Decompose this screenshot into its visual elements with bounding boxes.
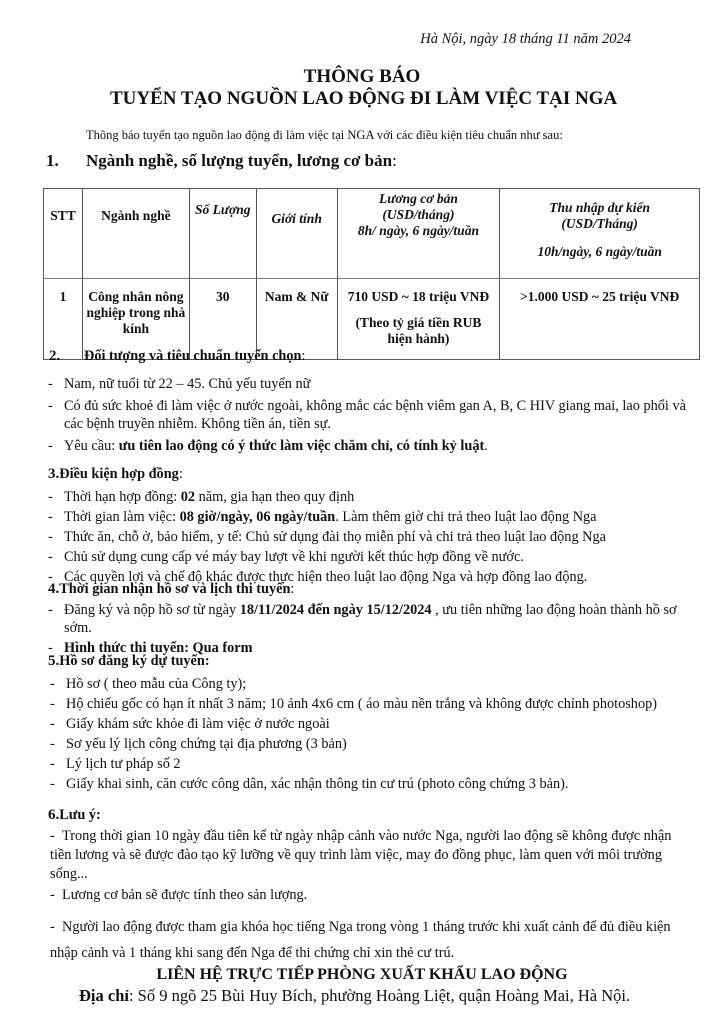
jobs-table: [43, 188, 700, 360]
cell-nganh-nghe: Công nhân nông nghiệp trong nhà kính: [82, 279, 189, 360]
list-item: - Hồ sơ ( theo mẫu của Công ty);: [50, 676, 247, 692]
section-1-heading: [46, 151, 397, 171]
list-item: - Thời gian làm việc: 08 giờ/ngày, 06 ngày/tuần. Làm thêm giờ chi trả theo luật lao động Nga: [48, 509, 597, 525]
cell-luong: [337, 279, 500, 360]
section-6-list: [50, 827, 690, 966]
list-item: - Người lao động được tham gia khóa học tiếng Nga trong vòng 1 tháng trước khi xuất cảnh để đủ điều kiện nhập cảnh và 1 tháng khi sang đến Nga để thi chứng chỉ xin thẻ cư trú.: [50, 919, 671, 961]
list-item: - Có đủ sức khoẻ đi làm việc ở nước ngoài, không mắc các bệnh viêm gan A, B, C HIV giang mai, lao phổi và các bệnh truyền nhiễm. Không tiền án, tiền sự.: [48, 398, 686, 432]
section-3-heading: 3.Điều kiện hợp đồng:: [48, 466, 183, 482]
section-colon: :: [301, 348, 306, 364]
cell-thu-nhap: >1.000 USD ~ 25 triệu VNĐ: [500, 279, 700, 360]
cell-luong-value: 710 USD ~ 18 triệu VNĐ: [347, 289, 490, 304]
header-so-luong: Số Lượng: [189, 189, 256, 279]
header-stt: STT: [44, 189, 83, 279]
list-item: - Lương cơ bản sẽ được tính theo sản lượng.: [50, 887, 308, 903]
list-item: - Thức ăn, chỗ ở, bảo hiểm, y tế: Chủ sử dụng đài thọ miễn phí và chi trả theo luật lao động Nga: [48, 529, 606, 545]
list-item: - Chủ sử dụng cung cấp vé máy bay lượt về khi người kết thúc hợp đồng về nước.: [48, 549, 524, 565]
section-number: 1.: [46, 151, 59, 170]
list-item: - Thời hạn hợp đồng: 02 năm, gia hạn theo quy định: [48, 489, 355, 505]
section-title: Ngành nghề, số lượng tuyển, lương cơ bản: [86, 151, 393, 170]
section-colon: :: [392, 151, 397, 170]
list-item: - Hộ chiếu gốc có hạn ít nhất 3 năm; 10 ảnh 4x6 cm ( áo màu nền trắng và không được chỉnh photoshop): [50, 696, 658, 712]
header-luong-line2: (USD/tháng): [382, 207, 455, 222]
list-item: - Sơ yếu lý lịch công chứng tại địa phương (3 bản): [50, 736, 347, 752]
list-item: - Đăng ký và nộp hồ sơ từ ngày 18/11/2024 đến ngày 15/12/2024 , ưu tiên những lao động hoàn thành hồ sơ sớm.: [48, 602, 677, 636]
address-label: Địa chỉ: [79, 986, 129, 1005]
address-text: : Số 9 ngõ 25 Bùi Huy Bích, phường Hoàng Liệt, quận Hoàng Mai, Hà Nội.: [128, 986, 631, 1005]
list-item: - Lý lịch tư pháp số 2: [50, 756, 181, 772]
section-number: 2.: [49, 348, 61, 364]
section-4-list: [48, 601, 704, 657]
intro-text: Thông báo tuyển tạo nguồn lao động đi làm việc tại NGA với các điều kiện tiêu chuẩn như sau:: [86, 128, 563, 142]
document-subtitle: TUYỂN TẠO NGUỒN LAO ĐỘNG ĐI LÀM VIỆC TẠI NGA: [110, 88, 618, 109]
list-item: - Nam, nữ tuổi từ 22 – 45. Chủ yếu tuyển nữ: [48, 376, 311, 392]
section-5-heading: 5.Hồ sơ đăng ký dự tuyển:: [48, 653, 210, 669]
contact-address: [79, 986, 630, 1006]
list-item: - Hình thức thi tuyển: Qua form: [48, 640, 253, 656]
section-4-heading: 4.Thời gian nhận hồ sơ và lịch thi tuyển:: [48, 581, 295, 597]
document-title: THÔNG BÁO: [303, 66, 421, 87]
header-luong-line3: 8h/ ngày, 6 ngày/tuần: [357, 223, 479, 238]
header-thu-nhap: [500, 189, 700, 279]
document-date: Hà Nội, ngày 18 tháng 11 năm 2024: [420, 31, 631, 47]
section-2-heading: [49, 348, 305, 365]
header-luong: [337, 189, 500, 279]
list-item: - Yêu cầu: ưu tiên lao động có ý thức làm việc chăm chỉ, có tính kỷ luật.: [48, 438, 488, 454]
section-6-heading: 6.Lưu ý:: [48, 807, 101, 823]
list-item: - Giấy khai sinh, căn cước công dân, xác nhận thông tin cư trú (photo công chứng 3 bản).: [50, 776, 569, 792]
cell-gioi-tinh: Nam & Nữ: [256, 279, 337, 360]
section-title: Đối tượng và tiêu chuẩn tuyển chọn: [84, 348, 302, 364]
section-3-list: [48, 487, 606, 587]
section-2-list: [48, 375, 704, 455]
cell-luong-note: (Theo tỷ giá tiền RUB hiện hành): [355, 315, 482, 346]
list-item: - Các quyền lợi và chế độ khác được thực hiện theo luật lao động Nga và hợp đồng lao động.: [48, 569, 588, 585]
cell-stt: 1: [44, 279, 83, 360]
section-5-list: [50, 674, 686, 794]
contact-heading: LIÊN HỆ TRỰC TIẾP PHÒNG XUẤT KHẨU LAO ĐỘNG: [156, 966, 568, 983]
header-gioi-tinh: Giới tính: [256, 189, 337, 279]
header-thu-nhap-line1: Thu nhập dự kiến: [549, 200, 651, 215]
header-luong-line1: Lương cơ bản: [379, 191, 458, 206]
header-thu-nhap-line3: 10h/ngày, 6 ngày/tuần: [537, 244, 662, 259]
cell-so-luong: 30: [189, 279, 256, 360]
list-item: - Trong thời gian 10 ngày đầu tiên kể từ ngày nhập cảnh vào nước Nga, người lao động sẽ không được nhận tiền lương và sẽ được đào tạo kỹ lưỡng về quy trình làm việc, may đo đồng phục, làm quen với môi trường sống...: [50, 828, 672, 882]
header-thu-nhap-line2: (USD/Tháng): [561, 216, 638, 231]
header-nganh-nghe: Ngành nghề: [82, 189, 189, 279]
table-header-row: [44, 189, 700, 279]
list-item: - Giấy khám sức khỏe đi làm việc ở nước ngoài: [50, 716, 330, 732]
